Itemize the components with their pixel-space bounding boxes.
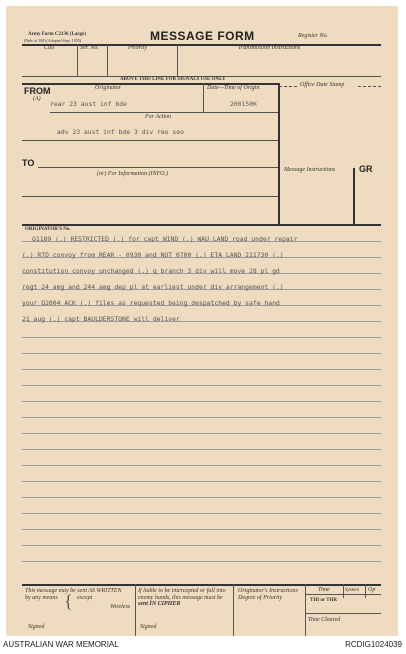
cipher-note-2: enemy hands, this message must be [138, 595, 223, 601]
rule [22, 224, 381, 226]
originators-no-label: ORIGINATOR'S No. [25, 227, 71, 232]
message-instructions-label: Message Instructions [284, 167, 336, 173]
date-time-label: Date—Time of Origin [207, 85, 260, 91]
wireless-label: Wireless [110, 604, 131, 610]
date-time-value: 200150K [230, 100, 257, 108]
army-form-sub: (Pads of 100) (Adopted Sept. 1955) [24, 38, 82, 43]
degree-of-priority-label: Degree of Priority [238, 595, 283, 601]
rule [22, 44, 381, 46]
except-label: except [77, 595, 93, 601]
time-label: Time [318, 587, 330, 593]
transmission-label: Transmission Instructions [238, 45, 301, 51]
rule [177, 44, 178, 76]
rule [343, 584, 344, 598]
for-action-label: For Action [145, 114, 172, 120]
for-action-value: adv 23 aust inf bde 3 div reo seo [57, 128, 184, 136]
signed-label-1: Signed [28, 624, 45, 630]
footer-right: RCDIG1024039 [345, 640, 402, 649]
rule [305, 594, 381, 595]
rule [278, 83, 280, 224]
rule [358, 86, 381, 87]
message-line: (.) RTD convoy from REAR - 0930 and NOT 0700 (.) ETA LAND 211730 (.) [22, 251, 284, 259]
signed-label-2: Signed [140, 624, 157, 630]
office-date-stamp-label: Office Date Stamp [300, 82, 345, 88]
rule [305, 584, 306, 636]
thi-thr-label: THI or THR [310, 598, 338, 603]
army-form-label: Army Form C2136 (Large) [28, 32, 86, 37]
op-label: Op [368, 587, 376, 593]
by-any-means-label: by any means [25, 595, 58, 601]
originators-instructions-label: Originator's Instructions [238, 588, 298, 594]
call-label: Call [44, 45, 55, 51]
rule [233, 584, 234, 636]
originator-label: Originator [95, 85, 122, 91]
ser-no-label: Ser. No. [80, 45, 99, 51]
message-line: regt 24 amg and 244 amg dep pl at earliest under div arrangement (.) [22, 283, 284, 291]
message-line: your Q2004 ACK (.) files as requested being despatched by safe hand [22, 299, 280, 307]
rule [135, 584, 136, 636]
form-title: MESSAGE FORM [150, 29, 255, 43]
above-line-note: ABOVE THIS LINE FOR SIGNALS USE ONLY [120, 77, 226, 82]
rule [107, 44, 108, 76]
rule [279, 86, 297, 87]
rule [50, 112, 278, 113]
rule [22, 140, 278, 141]
message-line: 21 aug (.) capt BAULDERSTONE will deliver [22, 315, 180, 323]
time-cleared-label: Time Cleared [308, 617, 341, 623]
to-label: TO [22, 158, 35, 168]
cipher-note-1: If liable to be intercepted or fall into [138, 588, 226, 594]
gr-label: GR [359, 164, 373, 174]
cipher-note-3: sent IN CIPHER [138, 601, 181, 607]
brace-icon: { [64, 591, 73, 611]
footer-left: AUSTRALIAN WAR MEMORIAL [3, 640, 119, 649]
message-line: constitution convoy unchanged (.) q branch 3 div will move 28 pl gd [22, 267, 280, 275]
rule [38, 167, 278, 168]
for-information-label: (or) For Information (INFO.) [97, 171, 168, 177]
register-no-label: Register No. [298, 33, 328, 39]
rule [365, 584, 366, 598]
rule [203, 83, 204, 113]
rule [77, 44, 78, 76]
system-label: System [345, 588, 359, 593]
rule [353, 168, 355, 224]
rule [305, 613, 381, 614]
message-line: Q1189 (.) RESTRICTED (.) for capt WIND (.) WAU LAND road under repair [32, 235, 298, 243]
originator-value: rear 23 aust inf bde [50, 100, 127, 108]
rule [22, 196, 278, 197]
rule [22, 584, 381, 586]
sent-as-written-label: This message may be sent AS WRITTEN [25, 588, 122, 594]
from-label: FROM [24, 86, 51, 96]
priority-label: Priority [128, 45, 147, 51]
from-a-label: (A) [33, 96, 41, 102]
